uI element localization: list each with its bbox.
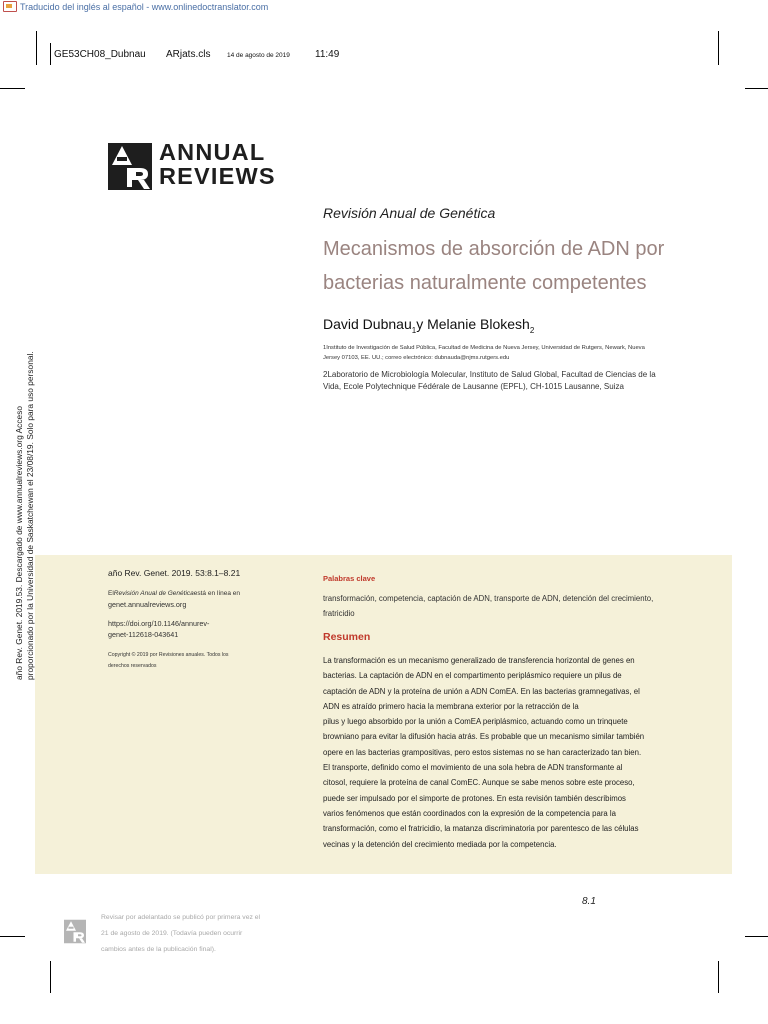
header-time: 11:49 xyxy=(315,49,340,60)
citation: año Rev. Genet. 2019. 53:8.1–8.21 xyxy=(108,568,241,578)
journal-name: Revisión Anual de Genética xyxy=(323,205,496,221)
crop-mark-top-right-v xyxy=(718,31,719,65)
translator-bar-text[interactable]: Traducido del inglés al español - www.onlinedoctranslator.com xyxy=(20,1,269,12)
crop-mark-top-left-v xyxy=(36,31,37,65)
crop-mark-bottom-right-h xyxy=(745,936,768,937)
page-number: 8.1 xyxy=(582,896,596,907)
header-date: 14 de agosto de 2019 xyxy=(227,52,290,59)
crop-mark-bottom-right-v xyxy=(718,961,719,993)
keywords-heading: Palabras clave xyxy=(323,574,376,583)
crop-mark-bottom-left-h xyxy=(0,936,25,937)
download-notice: año Rev. Genet. 2019.53. Descargado de www.annualreviews.org Acceso proporcionado por la Universidad de Saskatchewan el 23/08/19. Solo para uso personal. xyxy=(14,351,35,680)
crop-mark-top-right-h xyxy=(745,88,768,89)
header-divider xyxy=(50,43,51,65)
header-file: GE53CH08_Dubnau xyxy=(54,49,146,60)
article-title: Mecanismos de absorción de ADN por bacterias naturalmente competentes xyxy=(323,238,665,294)
online-notice: ElRevisión Anual de Genéticaestá en línea en genet.annualreviews.org xyxy=(108,588,268,610)
keywords: transformación, competencia, captación de ADN, transporte de ADN, detención del crecimiento, fratricidio xyxy=(323,594,654,618)
copyright: Copyright © 2019 por Revisiones anuales. Todos los derechos reservados xyxy=(108,652,229,669)
journal-url[interactable]: genet.annualreviews.org xyxy=(108,600,187,609)
crop-mark-bottom-left-v xyxy=(50,961,51,993)
affiliation-2: 2Laboratorio de Microbiología Molecular, Instituto de Salud Global, Facultad de Ciencias de la Vida, Ecole Polytechnique Fédérale de Lausanne (EPFL), CH-1015 Lausanne, Suiza xyxy=(323,370,656,391)
summary-text: La transformación es un mecanismo generalizado de transferencia horizontal de genes en bacterias. La captación de ADN en el compartimento periplásmico requiere un pilus de captación de ADN y la proteína de unión a ADN ComEA. En las bacterias gramnegativas, el ADN es atraído primero hacia la membrana exterior por la retracción de la pilus y luego absorbido por la unión a ComEA periplásmico, actuando como un trinquete browniano para evitar la difusión hacia atrás. Es probable que un mecanismo similar también opere en las bacterias grampositivas, pero estos sistemas no se han caracterizado tan bien. El transporte, definido como el movimiento de una sola hebra de ADN transformante al citosol, requiere la proteína de canal ComEC. Aunque se sabe menos sobre este proceso, puede ser impulsado por el simporte de protones. En esta revisión también describimos varios fenómenos que están coordinados con la expresión de la competencia para la transformación, como el fratricidio, la matanza discriminatoria por parentesco de las células vecinas y la detención del crecimiento mediada por la competencia. xyxy=(323,656,645,849)
annual-reviews-footer-icon xyxy=(64,918,86,945)
affiliation-1: 1Instituto de Investigación de Salud Pública, Facultad de Medicina de Nueva Jersey, Universidad de Rutgers, Newark, Nueva Jersey 07103, EE. UU.; correo electrónico: dubnauda@njms.rutgers.edu xyxy=(323,345,645,361)
header-cls: ARjats.cls xyxy=(166,49,211,60)
crop-mark-top-left-h xyxy=(0,88,25,89)
annual-reviews-wordmark: ANNUAL REVIEWS xyxy=(159,139,276,189)
review-in-advance-notice: Revisar por adelantado se publicó por primera vez el 21 de agosto de 2019. (Todavía pueden ocurrir cambios antes de la publicación final). xyxy=(101,914,261,953)
authors: David Dubnau$_1$y Melanie Blokesh$_2$ xyxy=(323,316,535,335)
translator-bar[interactable] xyxy=(0,0,268,13)
annual-reviews-logo-icon xyxy=(108,143,152,190)
doi-link[interactable]: https://doi.org/10.1146/annurev- genet-112618-043641 xyxy=(108,619,210,639)
translate-icon xyxy=(3,1,17,12)
summary-heading: Resumen xyxy=(323,631,371,643)
